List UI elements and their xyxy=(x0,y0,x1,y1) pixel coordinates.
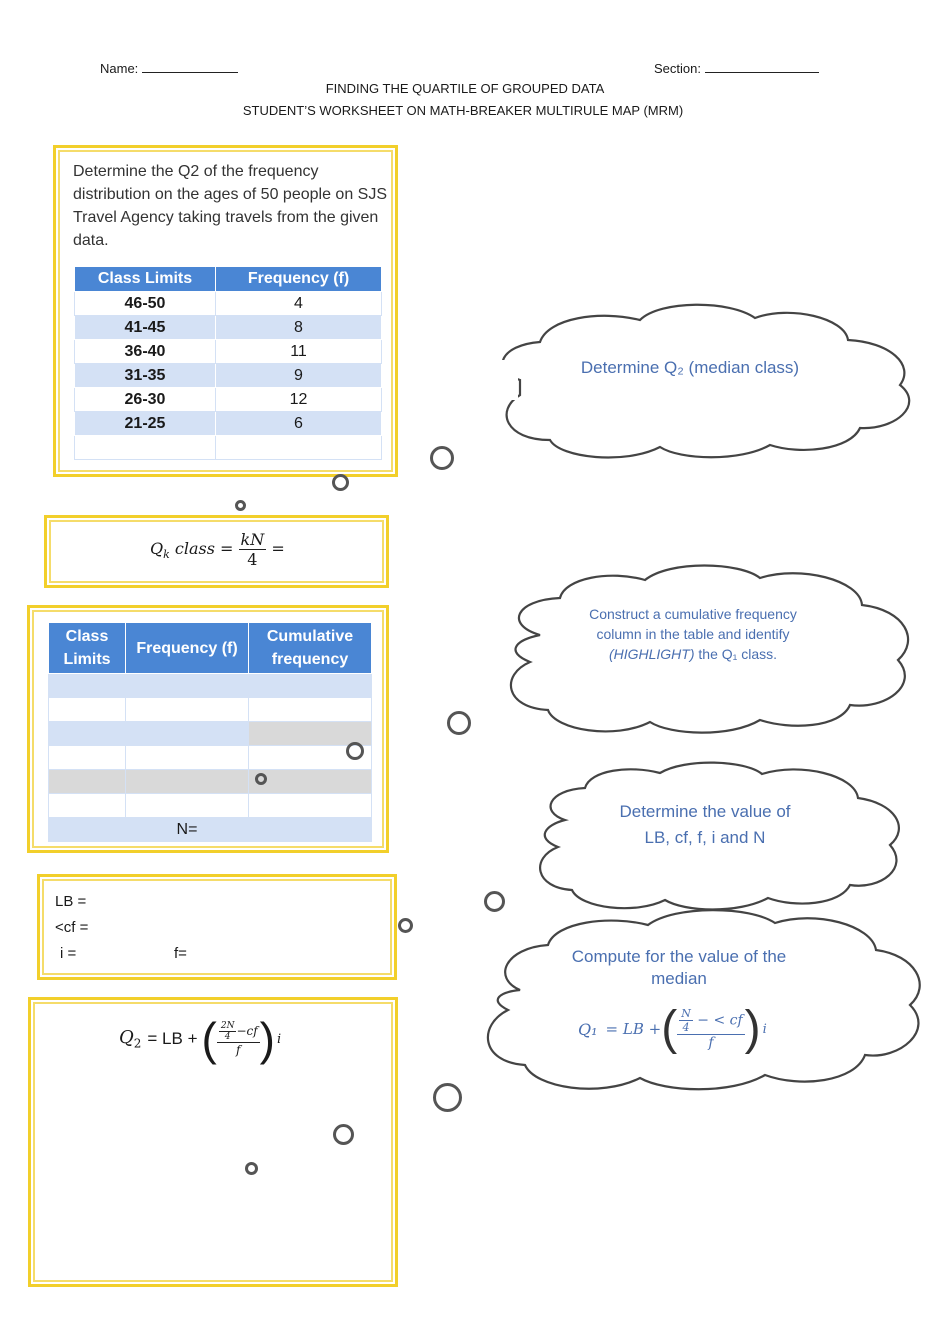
cloud-inner-num: N xyxy=(681,1007,691,1020)
qk-formula: $Q_k$ class = $\frac{kN}{4}$ = xyxy=(150,530,285,569)
qk-sub: k xyxy=(163,548,170,562)
i-label: i = xyxy=(60,945,77,962)
median-formula: $Q_2$ = LB + ( $\frac{2N}{4}$ −cf f ) i xyxy=(119,1013,282,1065)
cloud-2-emph: (HIGHLIGHT) xyxy=(608,646,695,662)
thought-bubble-circle xyxy=(332,474,349,491)
cloud-formula-fraction xyxy=(677,1007,744,1051)
median-inner-num: 2N xyxy=(220,1021,235,1031)
median-i: i xyxy=(277,1031,282,1047)
median-eq: = LB + xyxy=(147,1029,198,1048)
frequency-cell: 9 xyxy=(216,364,382,388)
header-class-limits: Class Limits xyxy=(75,267,216,292)
cloud-minus: − < cf xyxy=(697,1012,743,1029)
class-limit-cell: 46-50 xyxy=(75,292,216,316)
cloud-formula-i: i xyxy=(762,1021,767,1037)
qk-den: 4 xyxy=(247,550,258,569)
cloud-2-text xyxy=(588,604,798,664)
thought-bubble-circle xyxy=(255,773,267,785)
thought-bubble-circle xyxy=(346,742,364,760)
cum-header-cumulative: Cumulative frequency xyxy=(249,623,372,674)
frequency-cell: 4 xyxy=(216,292,382,316)
qk-word: class xyxy=(174,539,215,558)
qk-eq: = xyxy=(271,539,285,558)
cf-label: <cf = xyxy=(55,919,89,936)
median-inner-den: 4 xyxy=(224,1032,231,1042)
frequency-cell: 8 xyxy=(216,316,382,340)
class-limit-cell: 36-40 xyxy=(75,340,216,364)
cloud-3-text: Determine the value of LB, cf, f, i and N xyxy=(619,802,791,847)
thought-bubble-circle xyxy=(235,500,246,511)
qk-num: kN xyxy=(240,530,265,549)
cloud-1-text: Determine Q₂ (median class) xyxy=(580,358,800,377)
thought-bubble-circle xyxy=(433,1083,462,1112)
cloud-4-text: Compute for the value of the median xyxy=(571,947,787,988)
thought-bubble-circle xyxy=(245,1162,258,1175)
cloud-1-shape xyxy=(503,305,910,458)
frequency-cell: 6 xyxy=(216,412,382,436)
problem-text: Determine the Q2 of the frequency distribution on the ages of 50 people on SJS Travel Agency taking travels from the given data. xyxy=(73,163,387,249)
title-line-2: STUDENT’S WORKSHEET ON MATH-BREAKER MULTIRULE MAP (MRM) xyxy=(242,103,684,118)
median-q: Q xyxy=(119,1027,134,1049)
cloud-4-shape xyxy=(488,910,920,1089)
title-line-1: FINDING THE QUARTILE OF GROUPED DATA xyxy=(325,81,605,96)
cloud-2-main: Construct a cumulative frequency column in the table and identify xyxy=(589,606,797,642)
thought-bubble-circle xyxy=(484,891,505,912)
median-den: f xyxy=(236,1043,241,1057)
cloud-inner-den: 4 xyxy=(682,1021,690,1034)
frequency-cell: 11 xyxy=(216,340,382,364)
class-limit-cell: 26-30 xyxy=(75,388,216,412)
cum-header-class: Class Limits xyxy=(49,623,126,674)
median-minus-cf: −cf xyxy=(236,1024,258,1038)
f-label: f= xyxy=(174,945,187,962)
n-cell[interactable]: N= xyxy=(126,818,249,842)
cloud-formula-q: Q₁ xyxy=(578,1019,598,1039)
class-limit-cell: 21-25 xyxy=(75,412,216,436)
median-sub: 2 xyxy=(133,1036,142,1051)
cloud-den: f xyxy=(708,1035,714,1051)
name-label: Name: xyxy=(100,61,139,76)
thought-bubble-circle xyxy=(430,446,454,470)
frequency-cell: 12 xyxy=(216,388,382,412)
cloud-2-after: the Q₁ class. xyxy=(698,646,778,662)
class-limit-cell: 41-45 xyxy=(75,316,216,340)
cloud-formula: Q₁ = LB + ( $\frac{N}{4}$ − < cf f ) i xyxy=(578,1002,767,1055)
cloud-formula-eq: = LB + xyxy=(605,1020,662,1038)
thought-bubble-circle xyxy=(398,918,413,933)
thought-bubble-circle xyxy=(333,1124,354,1145)
lb-label: LB = xyxy=(55,893,87,910)
header-frequency: Frequency (f) xyxy=(216,267,382,292)
thought-bubble-circle xyxy=(447,711,471,735)
cum-header-frequency: Frequency (f) xyxy=(126,623,249,674)
qk-q: Q xyxy=(150,539,164,558)
section-label: Section: xyxy=(654,61,701,76)
class-limit-cell: 31-35 xyxy=(75,364,216,388)
